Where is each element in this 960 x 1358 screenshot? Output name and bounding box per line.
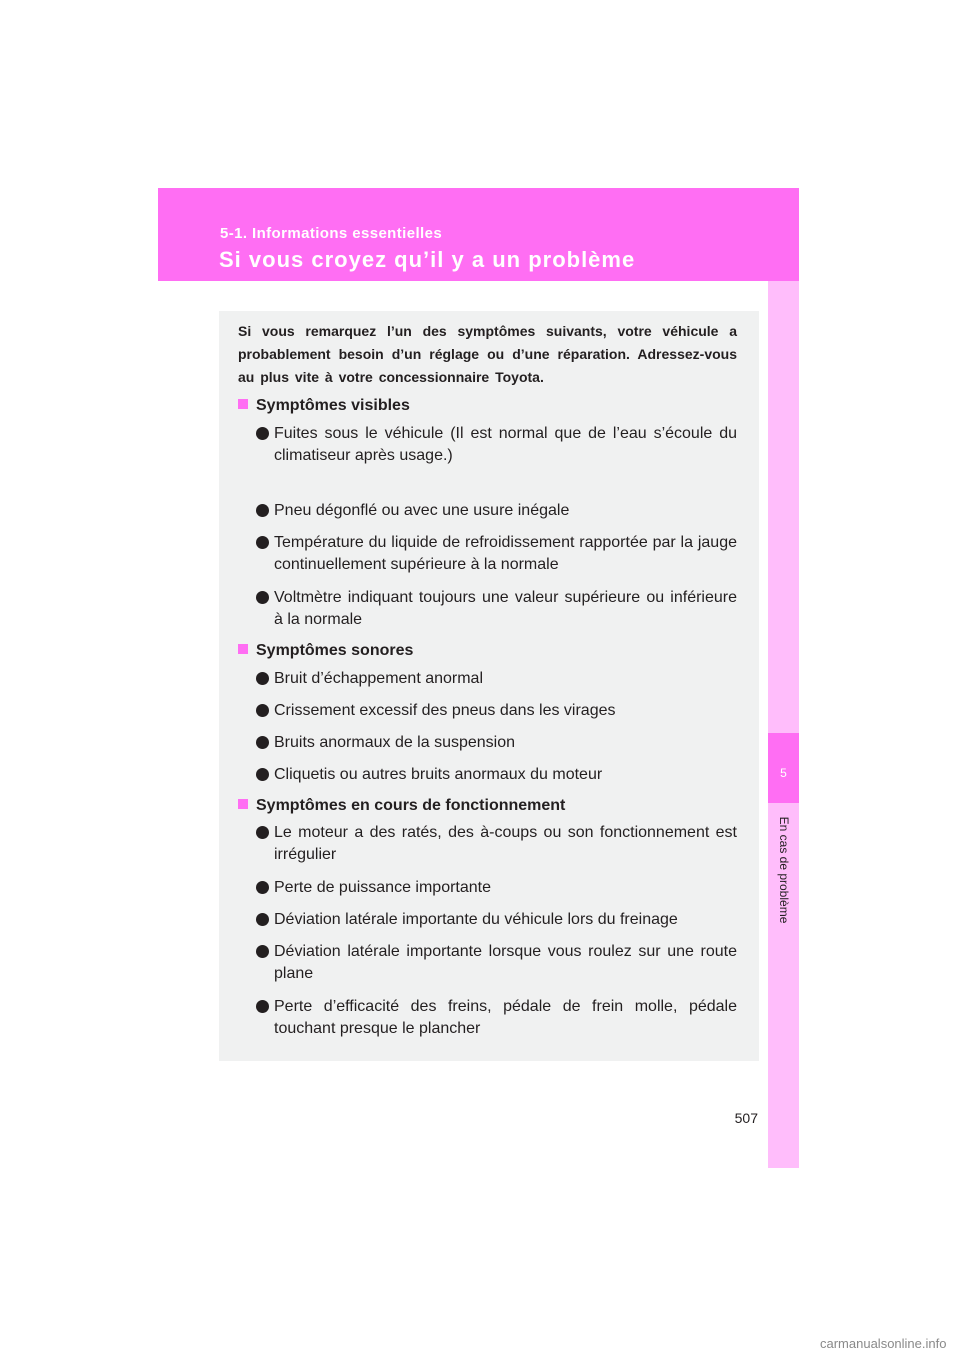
list-item [256,423,737,467]
list-item-text: Voltmètre indiquant toujours une valeur supérieure ou inférieure à la normale [274,589,737,628]
list-item-text: Crissement excessif des pneus dans les virages [274,702,616,719]
list-item [256,941,737,985]
round-bullet-icon [256,826,269,839]
watermark: carmanualsonline.info [820,1336,947,1351]
side-tab [768,281,799,1168]
square-bullet-icon [238,399,248,409]
intro-paragraph: Si vous remarquez l’un des symptômes suivants, votre véhicule a probablement besoin d’un réglage ou d’une réparation. Adressez-vous au plus vite à votre concessionnaire Toyota. [238,323,737,385]
list-item-text: Bruit d’échappement anormal [274,670,484,687]
list-item [256,532,737,576]
round-bullet-icon [256,768,269,781]
section-label: 5-1. Informations essentielles [220,225,443,242]
section-heading-text: Symptômes visibles [256,397,410,414]
list-item-text: Déviation latérale importante lorsque vous roulez sur une route plane [274,943,737,982]
section-heading-text: Symptômes sonores [256,642,414,659]
list-item [256,700,737,722]
list-item-text: Bruits anormaux de la suspension [274,734,516,751]
square-bullet-icon [238,799,248,809]
list-item-text: Température du liquide de refroidissement rapportée par la jauge continuellement supérieure à la normale [274,534,737,573]
list-item [256,764,737,786]
page-number: 507 [734,1110,758,1126]
list-item [256,877,737,899]
list-item-text: Fuites sous le véhicule (Il est normal que de l’eau s’écoule du climatiseur après usage.) [274,425,737,464]
round-bullet-icon [256,913,269,926]
list-item [256,822,737,866]
list-item-text: Cliquetis ou autres bruits anormaux du moteur [274,766,603,783]
list-item-text: Déviation latérale importante du véhicule lors du freinage [274,911,678,928]
chapter-title: En cas de problème [777,816,791,924]
list-item-text: Perte de puissance importante [274,879,492,896]
list-item-text: Pneu dégonflé ou avec une usure inégale [274,502,570,519]
list-item [256,732,737,754]
section-heading-audible [238,642,413,660]
round-bullet-icon [256,736,269,749]
list-item-text: Perte d’efficacité des freins, pédale de frein molle, pédale touchant presque le plancher [274,998,737,1037]
list-item [256,500,737,522]
list-item-text: Le moteur a des ratés, des à-coups ou son fonctionnement est irrégulier [274,824,737,863]
round-bullet-icon [256,672,269,685]
round-bullet-icon [256,881,269,894]
round-bullet-icon [256,1000,269,1013]
round-bullet-icon [256,427,269,440]
section-heading-visible [238,397,410,415]
page-title: Si vous croyez qu’il y a un problème [219,247,636,272]
list-item [256,587,737,631]
round-bullet-icon [256,504,269,517]
list-item [256,668,737,690]
round-bullet-icon [256,536,269,549]
chapter-number: 5 [780,766,787,780]
section-heading-operational [238,797,565,815]
list-item [256,996,737,1040]
round-bullet-icon [256,704,269,717]
list-item [256,909,737,931]
square-bullet-icon [238,644,248,654]
section-heading-text: Symptômes en cours de fonctionnement [256,797,566,814]
round-bullet-icon [256,945,269,958]
round-bullet-icon [256,591,269,604]
